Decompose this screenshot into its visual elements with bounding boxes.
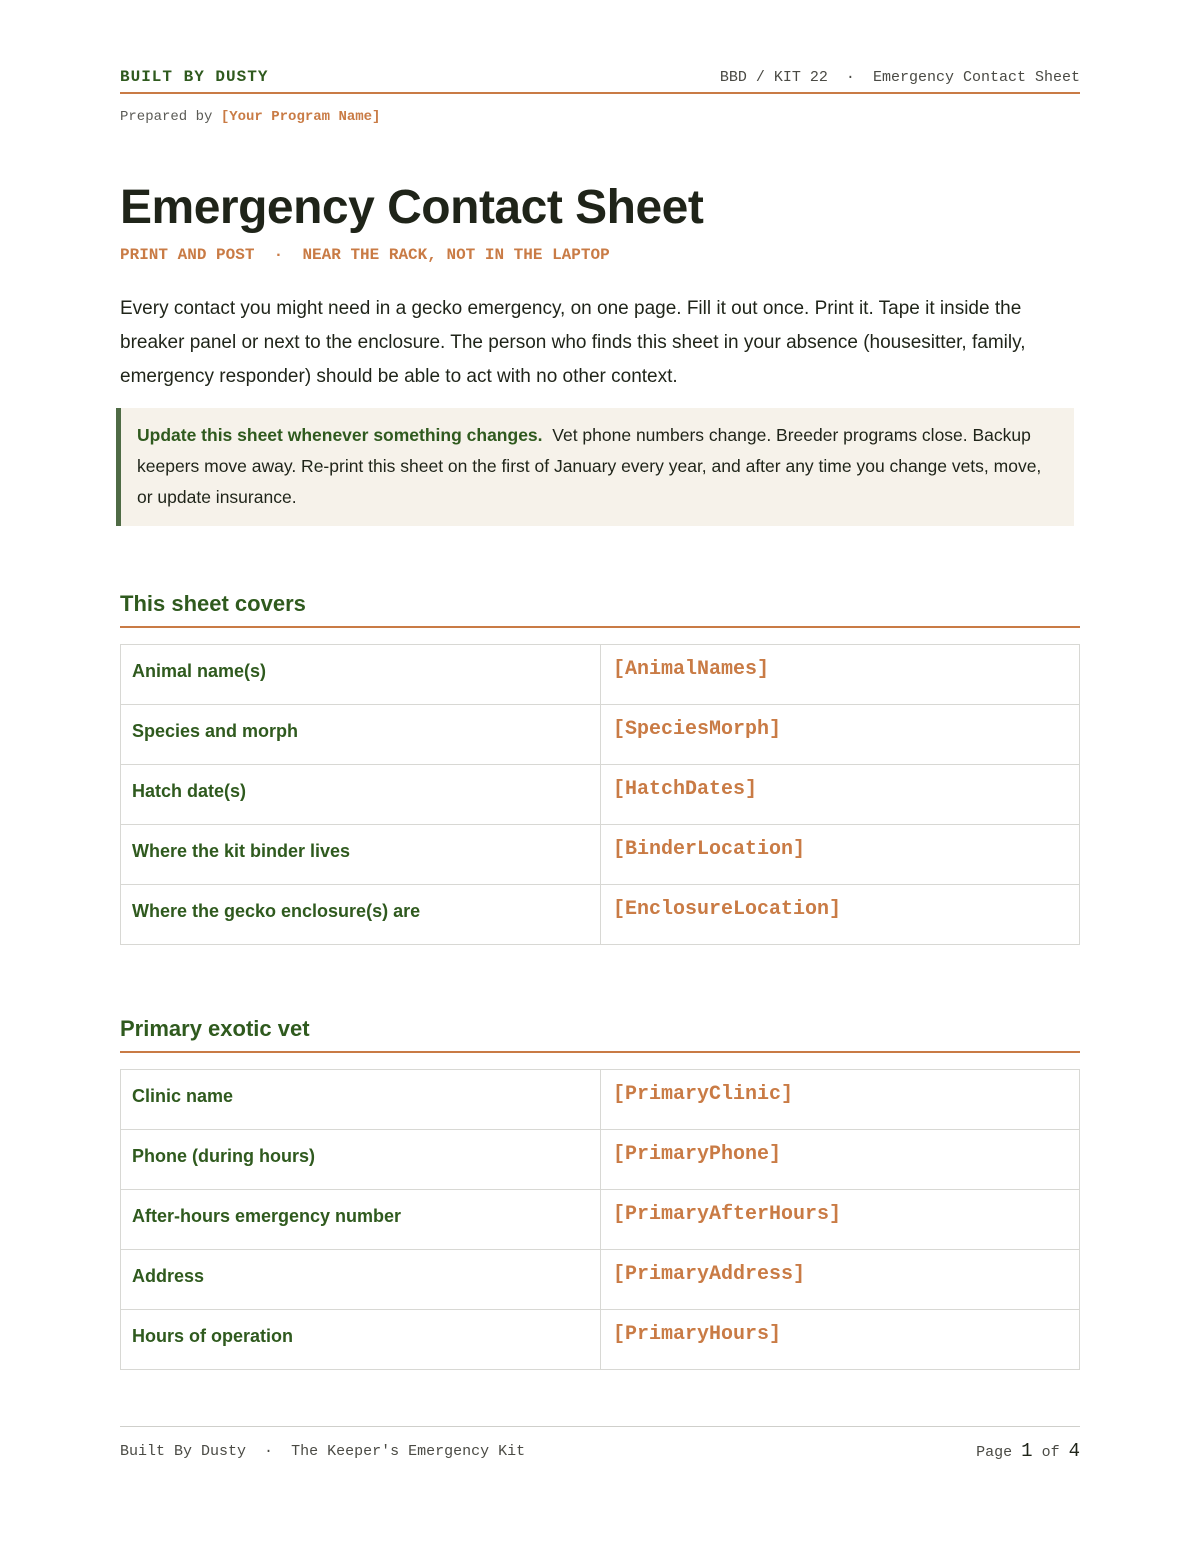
covers-table [120, 644, 1080, 945]
page-total: 4 [1068, 1440, 1080, 1462]
field-value: [PrimaryAfterHours] [601, 1190, 1080, 1250]
field-value: [BinderLocation] [601, 825, 1080, 885]
kicker-right: NEAR THE RACK, NOT IN THE LAPTOP [302, 246, 610, 264]
running-header [120, 68, 1080, 94]
program-name-placeholder: [Your Program Name] [220, 109, 381, 125]
field-value: [AnimalNames] [601, 645, 1080, 705]
field-value: [HatchDates] [601, 765, 1080, 825]
callout-body: Vet phone numbers change. Breeder programs close. Backup keepers move away. Re-print this sheet on the first of January every year, and after any time you change vets, move, or update insurance. [137, 425, 1042, 507]
footer-separator: · [264, 1443, 274, 1460]
field-label: Species and morph [121, 705, 601, 765]
table-row [121, 1250, 1080, 1310]
field-label: Animal name(s) [121, 645, 601, 705]
field-label: After-hours emergency number [121, 1190, 601, 1250]
table-row [121, 885, 1080, 945]
table-row [121, 1130, 1080, 1190]
table-row [121, 645, 1080, 705]
page-current: 1 [1021, 1440, 1033, 1462]
kicker-separator: · [273, 246, 284, 264]
section-heading: This sheet covers [120, 591, 306, 616]
field-label: Address [121, 1250, 601, 1310]
field-value: [EnclosureLocation] [601, 885, 1080, 945]
table-row [121, 705, 1080, 765]
callout-lead: Update this sheet whenever something changes. [137, 425, 543, 445]
field-label: Clinic name [121, 1070, 601, 1130]
page-title: Emergency Contact Sheet [120, 181, 704, 234]
field-value: [PrimaryAddress] [601, 1250, 1080, 1310]
footer-kit-name: The Keeper's Emergency Kit [291, 1443, 526, 1460]
primary-vet-table [120, 1069, 1080, 1370]
footer-left [120, 1443, 525, 1460]
table-row [121, 825, 1080, 885]
field-value: [PrimaryPhone] [601, 1130, 1080, 1190]
field-value: [SpeciesMorph] [601, 705, 1080, 765]
update-callout [116, 408, 1074, 526]
section-heading: Primary exotic vet [120, 1016, 310, 1041]
table-row [121, 765, 1080, 825]
kit-id: BBD / KIT 22 [719, 69, 828, 86]
field-label: Where the kit binder lives [121, 825, 601, 885]
table-row [121, 1070, 1080, 1130]
kicker [120, 246, 610, 264]
header-doc-name: Emergency Contact Sheet [872, 69, 1080, 86]
field-label: Hours of operation [121, 1310, 601, 1370]
running-footer [120, 1426, 1080, 1467]
footer-brand: Built By Dusty [120, 1443, 247, 1460]
field-value: [PrimaryHours] [601, 1310, 1080, 1370]
kicker-left: PRINT AND POST [120, 246, 255, 264]
table-row [121, 1310, 1080, 1370]
brand-name: BUILT BY DUSTY [120, 68, 269, 86]
header-separator: · [845, 69, 855, 86]
of-label: of [1041, 1444, 1060, 1461]
section-primary-exotic-vet [120, 1015, 1080, 1053]
prepared-label: Prepared by [120, 109, 213, 125]
table-row [121, 1190, 1080, 1250]
page-number [976, 1440, 1080, 1462]
field-label: Where the gecko enclosure(s) are [121, 885, 601, 945]
field-value: [PrimaryClinic] [601, 1070, 1080, 1130]
field-label: Phone (during hours) [121, 1130, 601, 1190]
intro-paragraph: Every contact you might need in a gecko emergency, on one page. Fill it out once. Print it. Tape it inside the breaker panel or next to the enclosure. The person who finds this sheet in your absence (housesitter, family, emergency responder) should be able to act with no other context. [120, 298, 1026, 387]
field-label: Hatch date(s) [121, 765, 601, 825]
prepared-by [120, 109, 380, 125]
header-kit-info [720, 69, 1080, 86]
section-this-sheet-covers [120, 590, 1080, 628]
page-label: Page [976, 1444, 1013, 1461]
